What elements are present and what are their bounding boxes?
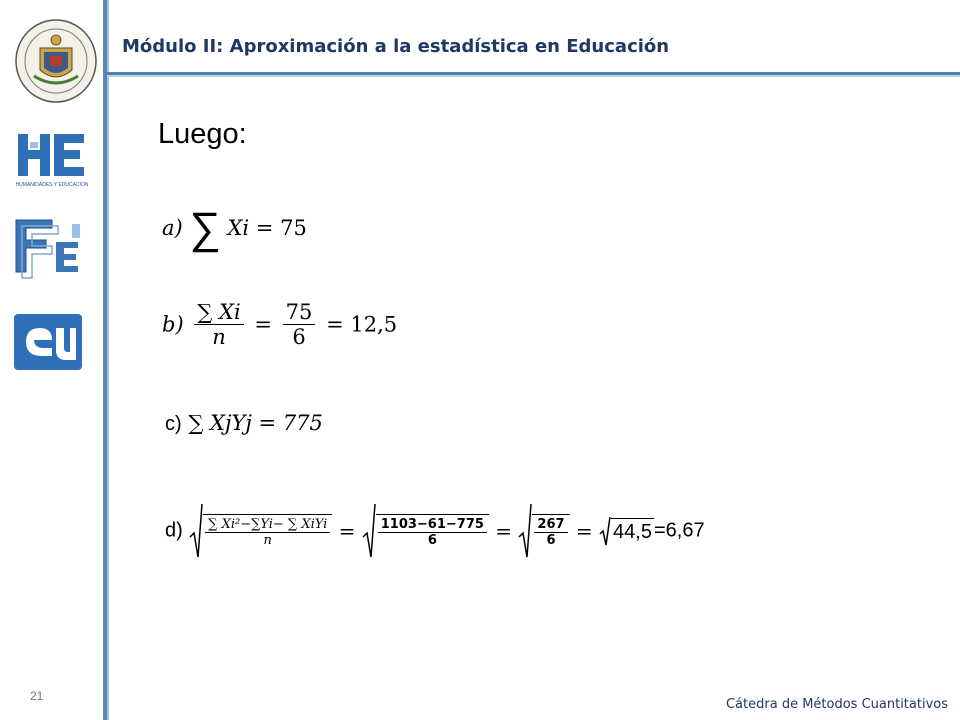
formula-d-rad3-num: 267 (534, 517, 567, 533)
page-number: 21 (30, 689, 44, 703)
formula-b-result: = 12,5 (326, 312, 398, 337)
fhe-logo-icon (12, 216, 84, 280)
formula-b-eq1: = (254, 312, 272, 337)
formula-d-result: =6,67 (653, 519, 705, 542)
formula-b-denominator: n (212, 325, 226, 349)
university-seal-icon (14, 18, 98, 104)
formula-d-radical3 (518, 503, 569, 559)
formula-a (162, 203, 307, 254)
formula-b-fraction2 (283, 300, 316, 349)
formula-d (165, 503, 705, 559)
formula-d-rad1-num: ∑ Xi²−∑Yi− ∑ XiYi (205, 517, 330, 533)
formula-c-label: c) (165, 413, 182, 435)
header-divider-shadow (107, 75, 960, 77)
formula-d-rad4: 44,5 (611, 518, 654, 544)
slide-heading: Luego: (158, 118, 247, 150)
formula-a-expr: Xi (227, 216, 250, 240)
formula-b (162, 300, 397, 349)
formula-b-fraction (194, 300, 243, 349)
formula-b-denominator2: 6 (292, 325, 306, 349)
formula-d-rad3-den: 6 (546, 533, 556, 548)
formula-d-eq1: = (338, 519, 356, 543)
formula-d-eq3: = (575, 519, 593, 543)
formula-a-sigma: ∑ (189, 203, 221, 254)
footer-text: Cátedra de Métodos Cuantitativos (725, 697, 948, 712)
formula-d-eq2: = (495, 519, 513, 543)
formula-d-rad2-num: 1103−61−775 (378, 517, 487, 533)
he-caption: HUMANIDADES Y EDUCACION (16, 182, 88, 188)
formula-d-radical2 (362, 503, 489, 559)
vertical-divider-shadow (107, 0, 109, 720)
formula-d-label: d) (165, 519, 183, 542)
formula-a-label: a) (162, 216, 183, 240)
formula-b-numerator: ∑ Xi (194, 300, 243, 325)
formula-c-expr: ∑ XjYj = 775 (188, 411, 323, 435)
formula-b-numerator2: 75 (283, 300, 316, 325)
formula-a-eq: = 75 (255, 216, 307, 240)
formula-d-rad2-den: 6 (427, 533, 437, 548)
escuela-educacion-logo-icon (14, 314, 82, 370)
formula-c (165, 411, 323, 436)
formula-d-rad1-den: n (263, 533, 272, 548)
formula-d-radical1 (189, 503, 332, 559)
humanidades-educacion-logo-icon (16, 128, 88, 190)
formula-b-label: b) (162, 312, 184, 337)
formula-d-radical4 (599, 516, 654, 546)
slide-title: Módulo II: Aproximación a la estadística en Educación (122, 36, 670, 57)
